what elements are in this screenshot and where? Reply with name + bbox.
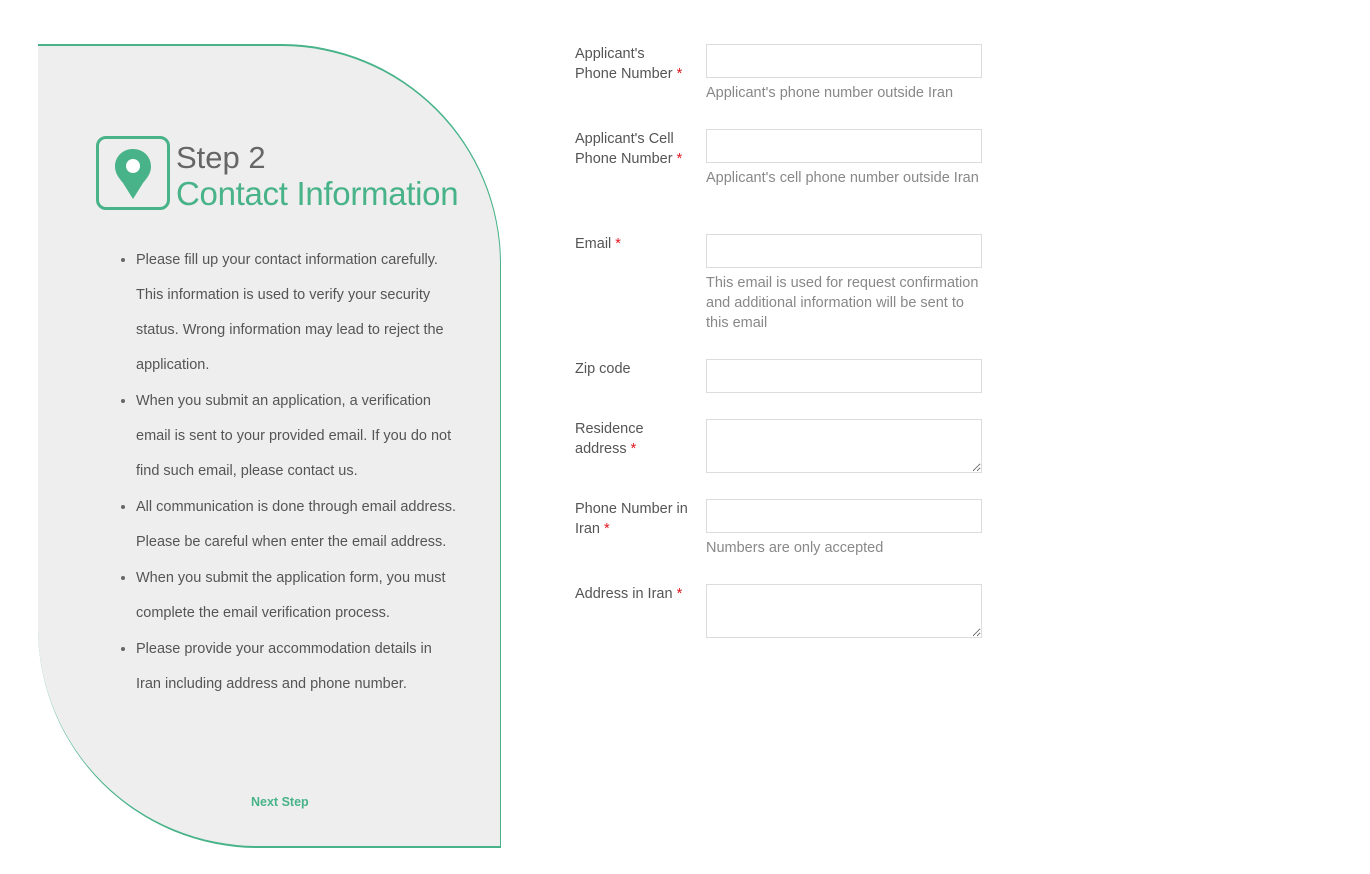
instructions-panel — [38, 44, 501, 848]
required-marker: * — [604, 521, 610, 537]
required-marker: * — [676, 151, 683, 167]
email-input[interactable] — [706, 234, 982, 268]
required-marker: * — [630, 441, 637, 457]
phone-input[interactable] — [706, 44, 982, 78]
cell-phone-help: Applicant's cell phone number outside Iran — [706, 170, 979, 186]
zip-input[interactable] — [706, 359, 982, 393]
required-marker: * — [676, 66, 683, 82]
cell-phone-input[interactable] — [706, 129, 982, 163]
residence-label: Residence address * — [575, 421, 644, 457]
iran-address-label: Address in Iran * — [575, 586, 683, 602]
iran-phone-help: Numbers are only accepted — [706, 540, 884, 556]
map-pin-icon — [96, 136, 170, 210]
iran-phone-label: Phone Number in Iran * — [575, 501, 688, 537]
required-marker: * — [615, 236, 621, 252]
step-number: Step 2 — [176, 140, 266, 175]
residence-address-textarea[interactable] — [706, 419, 982, 473]
phone-label: Applicant's Phone Number * — [575, 46, 683, 82]
email-label: Email * — [575, 236, 621, 252]
list-item: • All communication is done through email address. Please be careful when enter the email address. — [136, 489, 460, 560]
next-step-link[interactable]: Next Step — [251, 795, 309, 809]
phone-help: Applicant's phone number outside Iran — [706, 85, 954, 101]
required-marker: * — [676, 586, 683, 602]
list-item: • Please provide your accommodation details in Iran including address and phone number. — [136, 631, 460, 702]
list-item: • When you submit an application, a verification email is sent to your provided email. If you do not find such email, please contact us. — [136, 383, 460, 489]
instructions-list — [118, 242, 460, 702]
step-title: Contact Information — [176, 175, 459, 212]
list-item: • When you submit the application form, you must complete the email verification process. — [136, 560, 460, 631]
zip-label: Zip code — [575, 361, 631, 377]
cell-label: Applicant's Cell Phone Number * — [575, 131, 683, 167]
list-item: • Please fill up your contact information carefully. This information is used to verify your security status. Wrong information may lead to reject the application. — [136, 242, 460, 383]
iran-phone-input[interactable] — [706, 499, 982, 533]
email-help: This email is used for request confirmation and additional information will be sent to this email — [706, 275, 979, 331]
iran-address-textarea[interactable] — [706, 584, 982, 638]
